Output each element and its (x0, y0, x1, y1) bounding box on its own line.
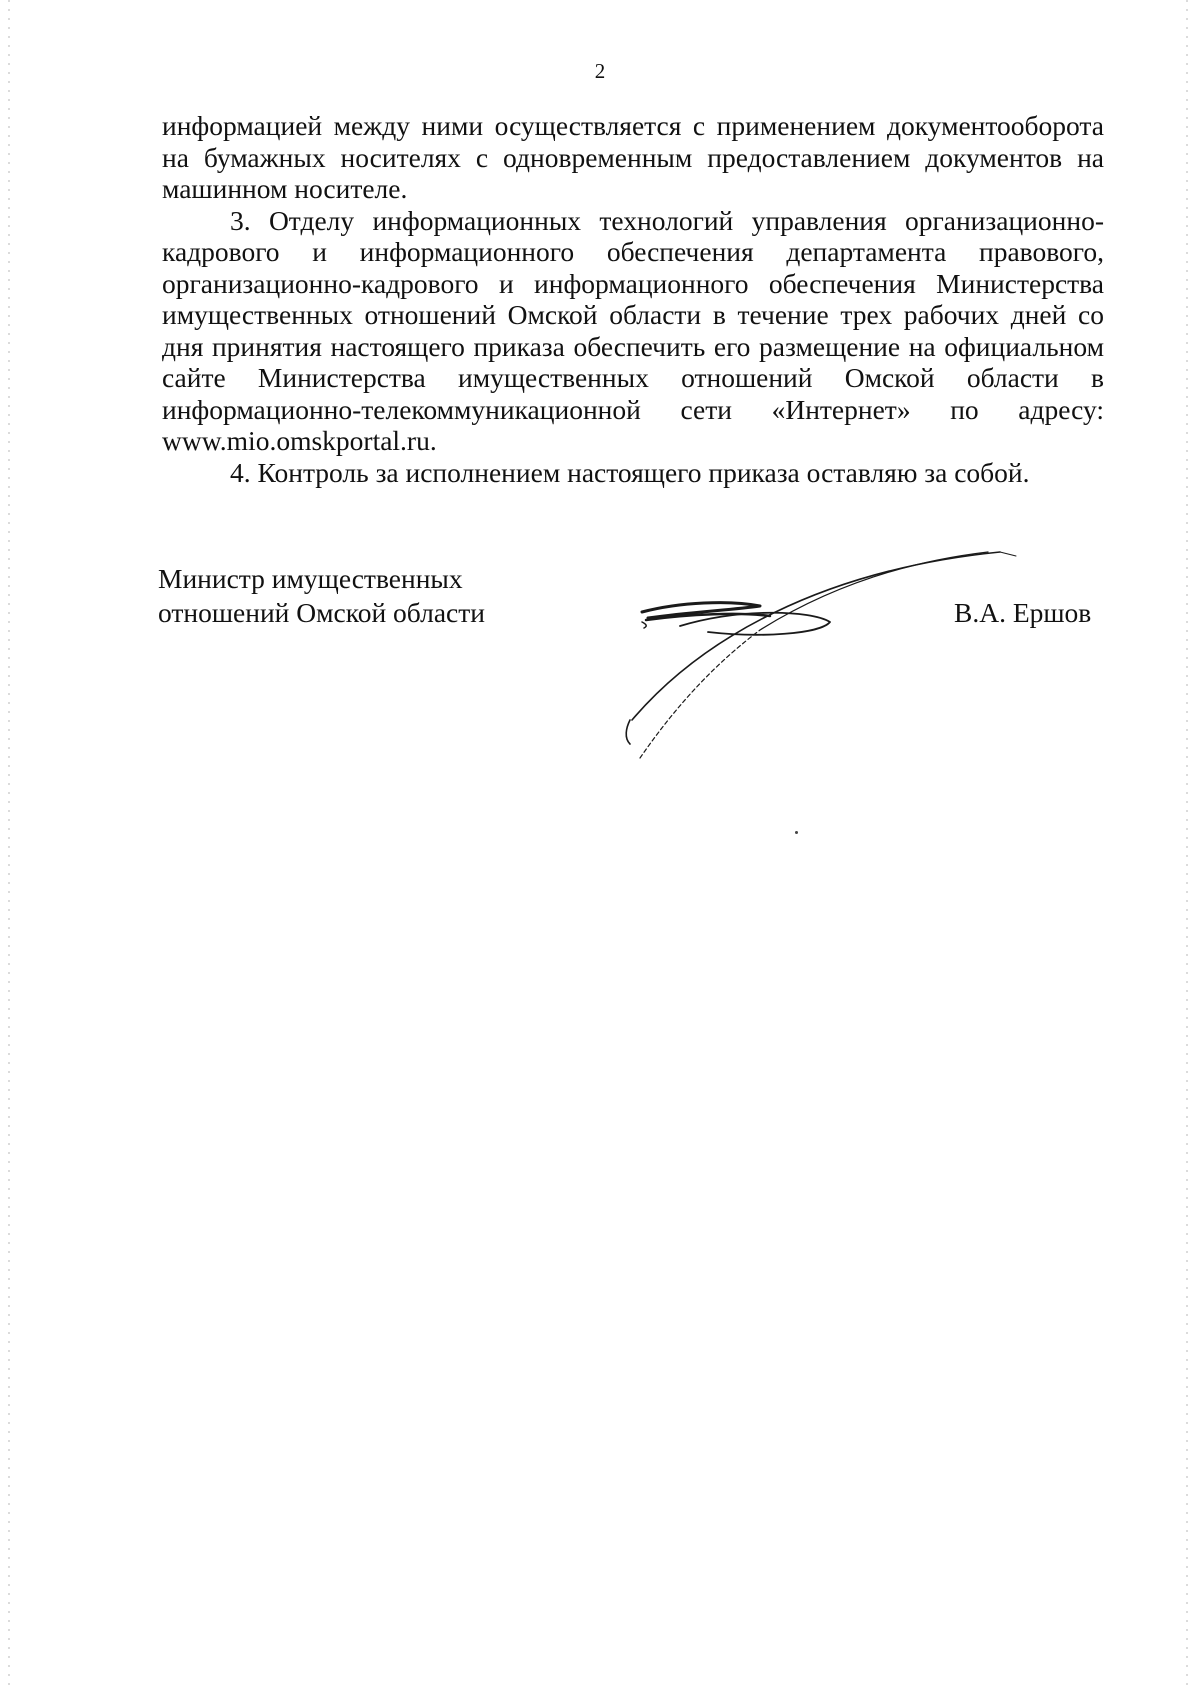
document-body (162, 110, 1104, 488)
right-scan-edge (1186, 0, 1188, 1686)
paragraph-item-3: 3. Отделу информационных технологий управления организационно-кадрового и информационного обеспечения департамента правового, организационно-кадрового и информационного обеспечения Министерства имущественных отношений Омской области в течение трех рабочих дней со дня принятия настоящего приказа обеспечить его размещение на официальном сайте Министерства имущественных отношений Омской области в информационно-телекоммуникационной сети «Интернет» по адресу: www.mio.omskportal.ru. (162, 204, 1104, 456)
position-line-1: Министр имущественных (158, 563, 463, 594)
paragraph-item-4: 4. Контроль за исполнением настоящего приказа оставляю за собой. (230, 456, 1030, 488)
page-number: 2 (594, 59, 606, 83)
signer-name: В.А. Ершов (954, 597, 1092, 628)
handwritten-signature (620, 550, 1060, 770)
left-scan-edge (8, 0, 10, 1686)
paragraph-continuation: информацией между ними осуществляется с применением документооборота на бумажных носителях с одновременным предоставлением документов на машинном носителе. (162, 110, 1104, 204)
signatory-position (158, 562, 485, 630)
position-line-2: отношений Омской области (158, 597, 485, 628)
scan-speck (795, 831, 798, 834)
